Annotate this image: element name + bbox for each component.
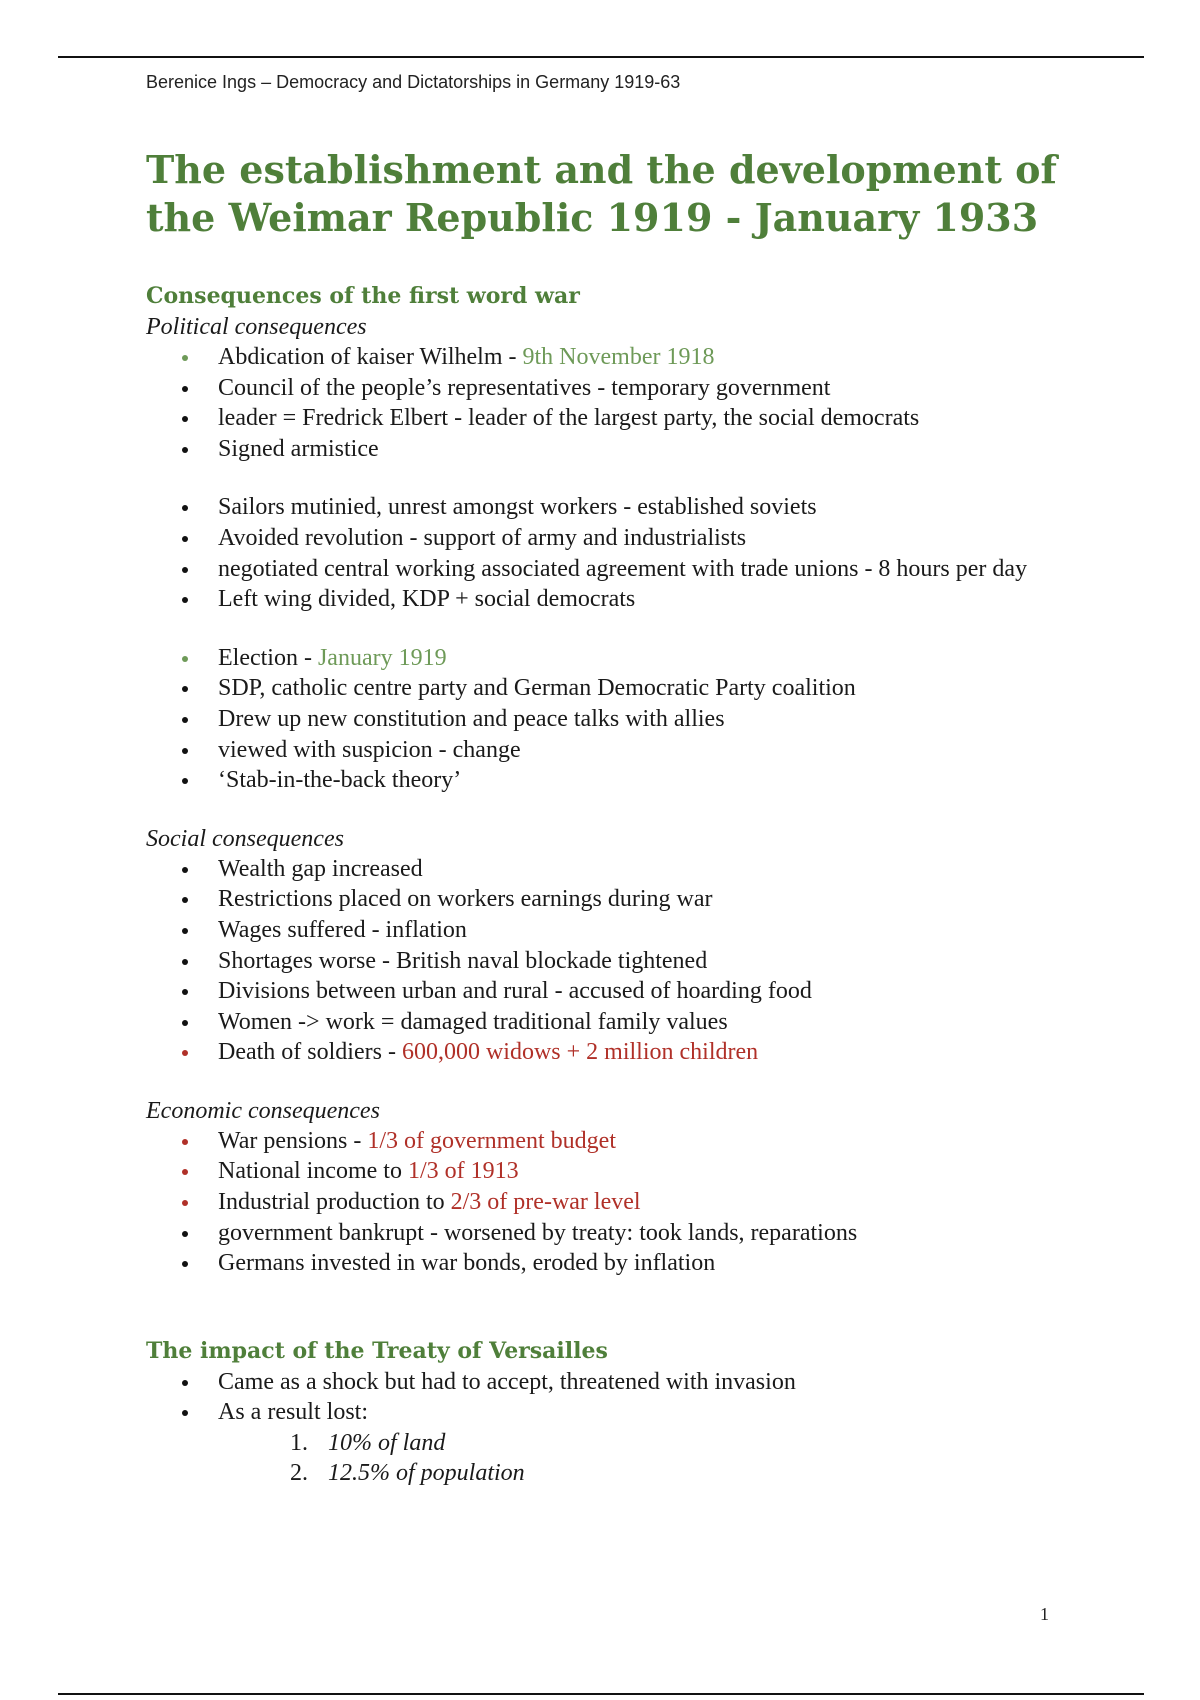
bullet-icon xyxy=(182,748,188,754)
list-item xyxy=(146,1187,1146,1218)
bullet-icon xyxy=(182,536,188,542)
list-item xyxy=(146,523,1146,554)
statistic-highlight: 1/3 of 1913 xyxy=(407,1158,519,1185)
bullet-icon xyxy=(182,355,188,361)
list-item xyxy=(146,854,1146,885)
list-item xyxy=(146,434,1146,465)
item-text: Wealth gap increased xyxy=(218,855,423,882)
page-number: 1 xyxy=(1040,1604,1049,1624)
item-text: Industrial production to xyxy=(218,1189,451,1216)
date-highlight: January 1919 xyxy=(317,644,447,671)
list-item xyxy=(146,915,1146,946)
bullet-icon xyxy=(182,1231,188,1237)
section-heading-consequences: Consequences of the first word war xyxy=(146,283,580,309)
bullet-icon xyxy=(182,386,188,392)
list-item xyxy=(146,1007,1146,1038)
item-text: Germans invested in war bonds, eroded by inflation xyxy=(218,1250,716,1277)
bullet-icon xyxy=(182,505,188,511)
item-number: 2. xyxy=(290,1460,308,1487)
item-text: Came as a shock but had to accept, threatened with invasion xyxy=(218,1368,796,1395)
section-heading-treaty: The impact of the Treaty of Versailles xyxy=(146,1337,608,1364)
footer-rule xyxy=(58,1693,1144,1695)
bullet-icon xyxy=(182,597,188,603)
list-item xyxy=(146,884,1146,915)
list-item xyxy=(146,554,1146,585)
bullet-icon xyxy=(182,1380,188,1386)
numbered-item xyxy=(146,1458,1146,1488)
treaty-list xyxy=(146,1367,1146,1428)
bullet-icon xyxy=(182,1050,188,1056)
bullet-icon xyxy=(182,567,188,573)
bullet-icon xyxy=(182,1020,188,1026)
item-text: Council of the people’s representatives - temporary government xyxy=(218,374,831,401)
political-list-1 xyxy=(146,342,1146,464)
page-title: The establishment and the development of the Weimar Republic 1919 - January 1933 xyxy=(146,147,1057,240)
list-item xyxy=(146,1218,1146,1249)
item-text: ‘Stab-in-the-back theory’ xyxy=(218,767,462,794)
list-item xyxy=(146,976,1146,1007)
item-text: Signed armistice xyxy=(218,435,379,462)
bullet-icon xyxy=(182,989,188,995)
item-text: Wages suffered - inflation xyxy=(218,916,467,943)
list-item xyxy=(146,1037,1146,1068)
list-item xyxy=(146,1397,1146,1428)
list-item xyxy=(146,1248,1146,1279)
document-body xyxy=(146,280,1146,1488)
subheading-economic: Economic consequences xyxy=(146,1097,380,1124)
bullet-icon xyxy=(182,1139,188,1145)
bullet-icon xyxy=(182,897,188,903)
item-text: Women -> work = damaged traditional family values xyxy=(218,1008,728,1035)
list-item xyxy=(146,403,1146,434)
item-text: Divisions between urban and rural - accused of hoarding food xyxy=(218,978,812,1005)
item-text: Left wing divided, KDP + social democrats xyxy=(218,586,636,613)
item-text: War pensions - xyxy=(218,1127,368,1154)
bullet-icon xyxy=(182,717,188,723)
bullet-icon xyxy=(182,1261,188,1267)
item-text: leader = Fredrick Elbert - leader of the largest party, the social democrats xyxy=(218,405,920,432)
political-list-2 xyxy=(146,492,1146,614)
running-header: Berenice Ings – Democracy and Dictatorships in Germany 1919-63 xyxy=(146,72,681,92)
bullet-icon xyxy=(182,959,188,965)
item-text: Restrictions placed on workers earnings during war xyxy=(218,886,713,913)
treaty-losses-list xyxy=(146,1428,1146,1488)
list-item xyxy=(146,1156,1146,1187)
list-item xyxy=(146,584,1146,615)
item-text: As a result lost: xyxy=(218,1399,368,1426)
header-rule xyxy=(58,56,1144,58)
statistic-highlight: 1/3 of government budget xyxy=(367,1127,616,1154)
bullet-icon xyxy=(182,447,188,453)
item-text: Shortages worse - British naval blockade tightened xyxy=(218,947,708,974)
subheading-social: Social consequences xyxy=(146,825,344,852)
statistic-highlight: 2/3 of pre-war level xyxy=(450,1189,641,1216)
bullet-icon xyxy=(182,686,188,692)
item-text: Death of soldiers - xyxy=(218,1039,402,1066)
list-item xyxy=(146,673,1146,704)
subheading-political: Political consequences xyxy=(146,314,367,340)
list-item xyxy=(146,492,1146,523)
bullet-icon xyxy=(182,928,188,934)
item-number: 1. xyxy=(290,1430,308,1457)
list-item xyxy=(146,643,1146,674)
list-item xyxy=(146,1367,1146,1398)
political-list-3 xyxy=(146,643,1146,796)
item-text: Abdication of kaiser Wilhelm - xyxy=(218,344,523,370)
bullet-icon xyxy=(182,1200,188,1206)
item-text: Sailors mutinied, unrest amongst workers - established soviets xyxy=(218,494,817,521)
item-text: 10% of land xyxy=(328,1430,446,1457)
list-item xyxy=(146,342,1146,373)
bullet-icon xyxy=(182,416,188,422)
item-text: Avoided revolution - support of army and industrialists xyxy=(218,524,747,551)
item-text: viewed with suspicion - change xyxy=(218,736,521,763)
bullet-icon xyxy=(182,1410,188,1416)
bullet-icon xyxy=(182,867,188,873)
statistic-highlight: 600,000 widows + 2 million children xyxy=(401,1039,759,1066)
list-item xyxy=(146,946,1146,977)
economic-list xyxy=(146,1126,1146,1279)
item-text: 12.5% of population xyxy=(328,1460,525,1487)
bullet-icon xyxy=(182,778,188,784)
list-item xyxy=(146,373,1146,404)
bullet-icon xyxy=(182,656,188,662)
list-item xyxy=(146,735,1146,766)
item-text: National income to xyxy=(218,1158,408,1185)
list-item xyxy=(146,765,1146,796)
item-text: SDP, catholic centre party and German Democratic Party coalition xyxy=(218,675,856,702)
item-text: Election - xyxy=(218,644,318,671)
social-list xyxy=(146,854,1146,1068)
bullet-icon xyxy=(182,1169,188,1175)
numbered-item xyxy=(146,1428,1146,1458)
date-highlight: 9th November 1918 xyxy=(522,344,715,370)
list-item xyxy=(146,1126,1146,1157)
list-item xyxy=(146,704,1146,735)
item-text: government bankrupt - worsened by treaty: took lands, reparations xyxy=(218,1219,858,1246)
item-text: negotiated central working associated agreement with trade unions - 8 hours per day xyxy=(218,555,1028,582)
item-text: Drew up new constitution and peace talks with allies xyxy=(218,705,725,732)
